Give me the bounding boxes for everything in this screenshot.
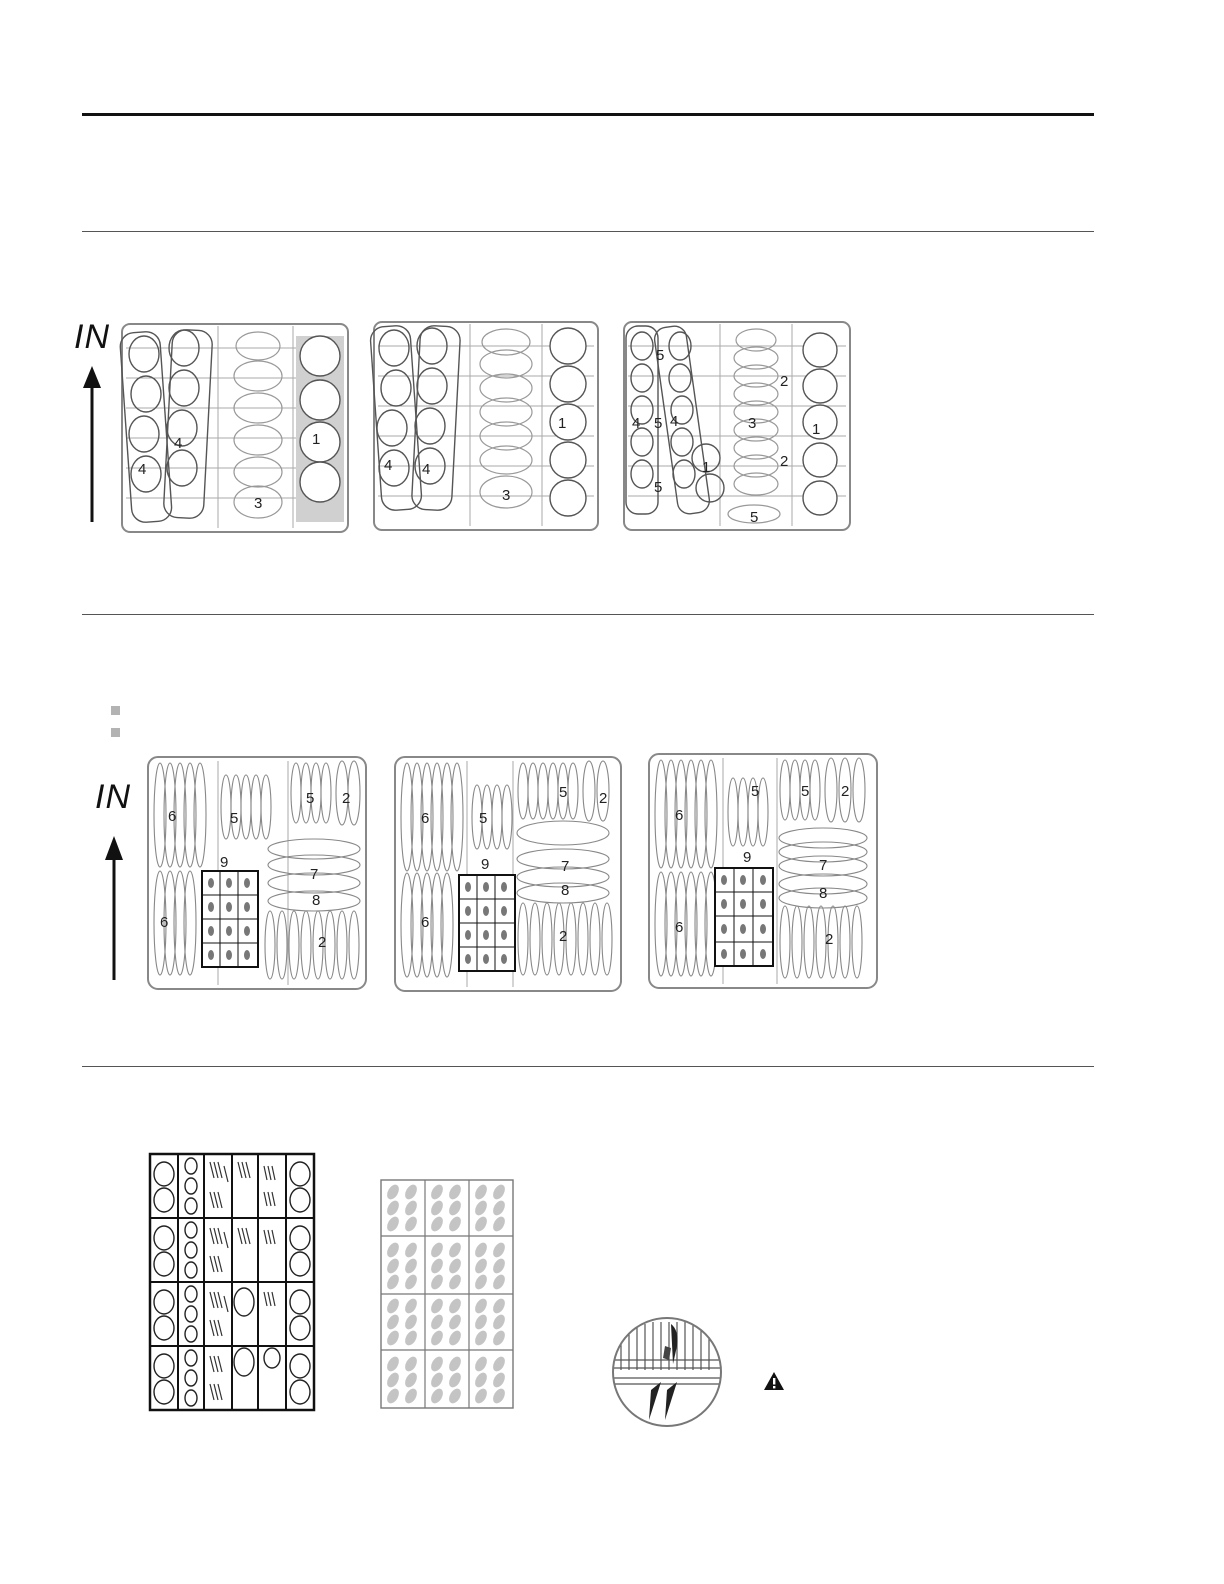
upper-1-label-4a: 4 [138,461,147,478]
plates-left [655,760,717,976]
header-rule [82,113,1094,116]
plates-bottom-right [780,906,862,978]
lower-2-label-2b: 2 [559,928,568,945]
upper-3-label-4a: 4 [632,415,641,432]
lower-1-label-2a: 2 [342,790,351,807]
bullet-marker-1 [111,706,120,715]
upper-rack-3-svg [620,316,856,540]
small-plates [221,761,360,839]
plates-left [154,763,206,975]
cutlery-basket [459,875,515,971]
bowls [550,328,586,516]
lower-3-label-6a: 6 [675,807,684,824]
lower-1-label-5a: 5 [230,810,239,827]
lower-2-label-5b: 5 [559,784,568,801]
lower-2-label-8: 8 [561,882,570,899]
cup-rows [370,325,461,511]
lower-rack-diagram-3 [647,752,881,992]
direction-label-in-upper: IN [74,318,110,356]
upper-3-label-3: 3 [748,415,757,432]
upper-2-label-4b: 4 [422,461,431,478]
lower-3-label-5b: 5 [801,783,810,800]
upper-rack-diagram-3 [620,316,856,540]
saucers [234,332,282,518]
section-divider-1 [82,231,1094,232]
lower-2-label-6b: 6 [421,914,430,931]
lower-2-label-9: 9 [481,856,490,873]
lower-2-label-7: 7 [561,858,570,875]
lower-3-label-7: 7 [819,857,828,874]
cutlery-basket [715,868,773,966]
upper-3-label-5a: 5 [656,347,665,364]
upper-3-label-2a: 2 [780,373,789,390]
small-plates [472,761,609,849]
lower-1-label-7: 7 [310,866,319,883]
lower-rack-1-svg [146,755,370,993]
cup-rows [119,329,213,523]
upper-rack-diagram-1 [118,318,354,540]
lower-2-label-5a: 5 [479,810,488,827]
upper-3-label-2b: 2 [780,453,789,470]
upper-3-label-1b: 1 [812,421,821,438]
upper-3-label-5b: 5 [654,415,663,432]
upper-2-label-3: 3 [502,487,511,504]
lower-rack-diagram-2 [393,755,625,995]
lower-2-label-2a: 2 [599,790,608,807]
lower-1-label-6a: 6 [168,808,177,825]
section-divider-2 [82,614,1094,615]
upper-rack-diagram-2 [370,316,604,540]
lower-rack-diagram-1 [146,755,370,993]
knife-placement-detail-svg [611,1316,723,1428]
lower-rack-2-svg [393,755,625,995]
upper-rack-1-svg [118,318,354,540]
knife-placement-detail [611,1316,723,1428]
upper-2-label-1: 1 [558,415,567,432]
cutlery-basket-loaded-diagram [148,1152,316,1414]
lower-3-label-6b: 6 [675,919,684,936]
arrow-up-icon [104,836,124,980]
cutlery-basket [202,871,258,967]
upper-rack-2-svg [370,316,604,540]
lower-3-label-2b: 2 [825,931,834,948]
upper-3-label-1a: 1 [702,459,711,476]
lower-1-label-8: 8 [312,892,321,909]
upper-1-label-3: 3 [254,495,263,512]
warning-icon [763,1371,785,1391]
lower-1-label-2b: 2 [318,934,327,951]
direction-label-in-lower: IN [95,778,131,816]
upper-2-label-4a: 4 [384,457,393,474]
arrow-up-icon [82,366,102,522]
cutlery-basket-empty-grid [379,1178,515,1410]
upper-1-label-1: 1 [312,431,321,448]
bullet-marker-2 [111,728,120,737]
small-plates [728,758,865,846]
upper-3-label-5c: 5 [654,479,663,496]
plates-bottom-right [265,911,359,979]
lower-1-label-9: 9 [220,854,229,871]
cutlery-basket-loaded-svg [148,1152,316,1414]
lower-3-label-2a: 2 [841,783,850,800]
lower-2-label-6a: 6 [421,810,430,827]
lower-3-label-5a: 5 [751,783,760,800]
upper-1-label-4b: 4 [174,435,183,452]
upper-3-label-4b: 4 [670,413,679,430]
saucers [480,329,532,508]
cutlery-basket-grid-svg [379,1178,515,1410]
lower-1-label-6b: 6 [160,914,169,931]
plates-left [401,763,463,977]
upper-3-label-5d: 5 [750,509,759,526]
lower-3-label-8: 8 [819,885,828,902]
lower-rack-3-svg [647,752,881,992]
section-divider-3 [82,1066,1094,1067]
lower-1-label-5b: 5 [306,790,315,807]
lower-3-label-9: 9 [743,849,752,866]
